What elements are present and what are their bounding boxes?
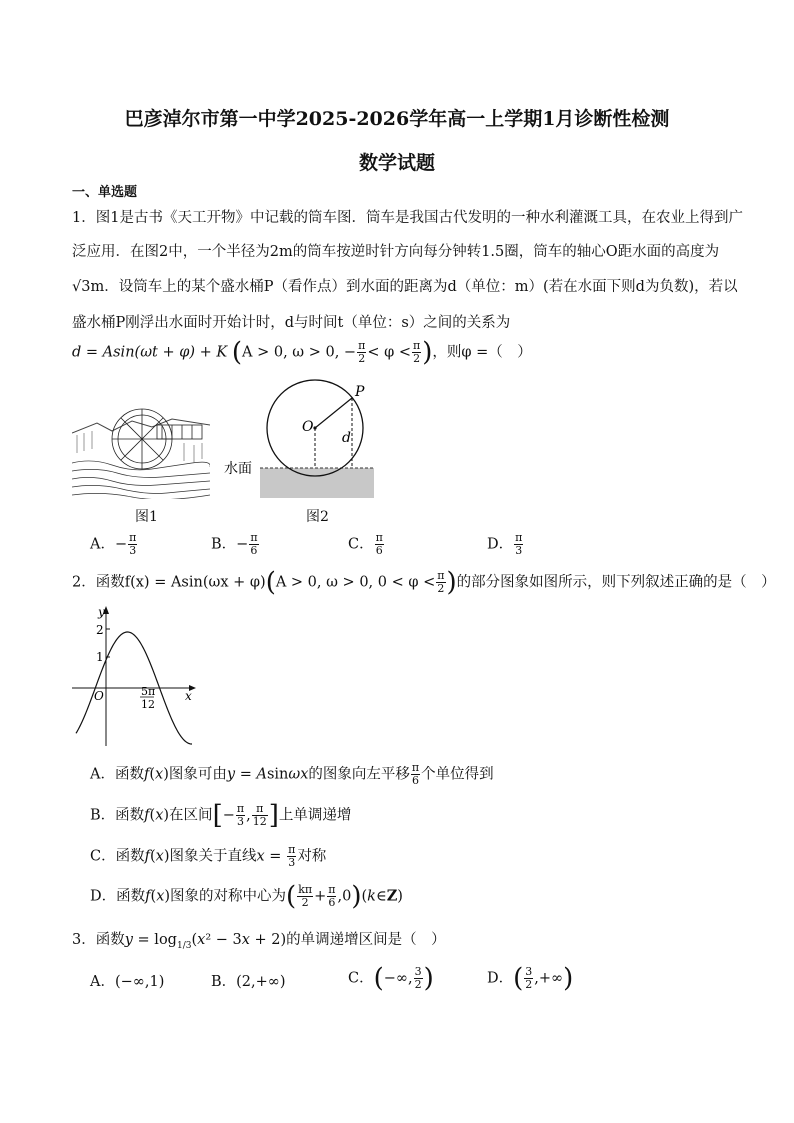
figure-2-caption: 图2 — [306, 509, 329, 525]
q3-option-b[interactable]: B．(2,+∞) — [211, 974, 286, 990]
q1-line-4: 盛水桶P刚浮出水面时开始计时，d与时间t（单位：s）之间的关系为 — [72, 315, 511, 331]
q3-option-a[interactable]: A．(−∞,1) — [90, 974, 165, 990]
origin-label: O — [94, 689, 104, 703]
q2-stem: 2．函数f(x) = Asin(ωx + φ)(A > 0, ω > 0, 0 < φ < $\frac{\pi}{2}$ )的部分图象如图所示，则下列叙述正确的是（ ） — [72, 567, 776, 598]
q2-stem-ask: 的部分图象如图所示，则下列叙述正确的是（ ） — [456, 574, 776, 591]
q3-option-d[interactable]: D．( $\frac{3}{2}$ ,+∞) — [487, 963, 574, 994]
x-axis-label: x — [185, 689, 192, 703]
paren-close: ) — [422, 337, 433, 368]
radius-op — [315, 398, 352, 428]
section-heading: 一、单选题 — [72, 185, 138, 200]
q1-formula-cond-2: < φ < — [367, 344, 411, 361]
q1-line-3: √3m．设筒车上的某个盛水桶P（看作点）到水面的距离为d（单位：m）(若在水面下则d为负数)，若以 — [72, 279, 738, 295]
center-point — [313, 426, 316, 429]
q2-option-c[interactable]: C．函数f(x)图象关于直线x = $\frac{\pi}{3}$ 对称 — [90, 843, 327, 869]
q2-option-d[interactable]: D．函数f(x)图象的对称中心为( $\frac{k\pi}{2}$ + $\frac{\pi}{6}$ ,0)(k∈Z) — [90, 881, 403, 912]
figure-1-caption: 图1 — [135, 509, 158, 525]
y-axis-label: y — [98, 605, 105, 619]
x-tick-numerator: 5π — [141, 685, 156, 698]
q2-sine-graph — [70, 604, 202, 750]
frac-pi-2: $\frac{\pi}{2}$ — [358, 339, 366, 365]
label-o: O — [302, 419, 314, 435]
paren-open: ( — [231, 337, 242, 368]
q3-option-c[interactable]: C．(−∞, $\frac{3}{2}$ ) — [348, 963, 434, 994]
q1-formula-cond: A > 0, ω > 0, − — [242, 344, 357, 361]
q2-option-a[interactable]: A．函数f(x)图象可由y = Asinωx的图象向左平移 $\frac{\pi}{6}$ 个单位得到 — [90, 761, 494, 787]
figure-1-waterwheel-image — [72, 403, 210, 499]
q1-formula-ask: ，则φ =（ ） — [432, 344, 532, 361]
water-surface-label: 水面 — [224, 461, 252, 477]
q1-option-b[interactable]: B．− $\frac{\pi}{6}$ — [211, 531, 258, 557]
x-tick-denominator: 12 — [141, 698, 155, 711]
label-d: d — [342, 430, 351, 446]
q3-stem: 3．函数$y = \log_{1/3}(x^2 - 3x + 2)$的单调递增区间是（ ） — [72, 932, 446, 951]
q2-stem-cond: A > 0, ω > 0, 0 < φ < — [275, 574, 436, 591]
q2-option-b[interactable]: B．函数f(x)在区间[− $\frac{\pi}{3}$ , $\frac{\pi}{12}$ ]上单调递增 — [90, 800, 352, 831]
label-p: P — [355, 384, 365, 400]
frac-pi-2b: $\frac{\pi}{2}$ — [412, 339, 421, 365]
q1-option-d[interactable]: D． $\frac{\pi}{3}$ — [487, 531, 523, 557]
q1-line-1: 1．图1是古书《天工开物》中记载的筒车图．筒车是我国古代发明的一种水利灌溉工具，在农业上得到广 — [72, 210, 743, 226]
water-region — [260, 468, 374, 498]
y-tick-label-1: 1 — [96, 650, 104, 664]
y-tick-label-2: 2 — [96, 623, 104, 637]
document-title: 巴彦淖尔市第一中学2025-2026学年高一上学期1月诊断性检测 — [124, 108, 670, 130]
q1-line-2: 泛应用．在图2中，一个半径为2m的筒车按逆时针方向每分钟转1.5圈，筒车的轴心O距水面的高度为 — [72, 244, 720, 260]
q1-formula — [72, 337, 532, 368]
q1-formula-main: d = Asin(ωt + φ) + K — [72, 344, 228, 361]
q1-option-c[interactable]: C． $\frac{\pi}{6}$ — [348, 531, 383, 557]
q1-option-a[interactable]: A．− $\frac{\pi}{3}$ — [90, 531, 137, 557]
q2-stem-func: 2．函数f(x) = Asin(ωx + φ) — [72, 574, 266, 591]
document-subtitle: 数学试题 — [358, 152, 435, 174]
figure-2-circle-diagram — [222, 378, 382, 502]
